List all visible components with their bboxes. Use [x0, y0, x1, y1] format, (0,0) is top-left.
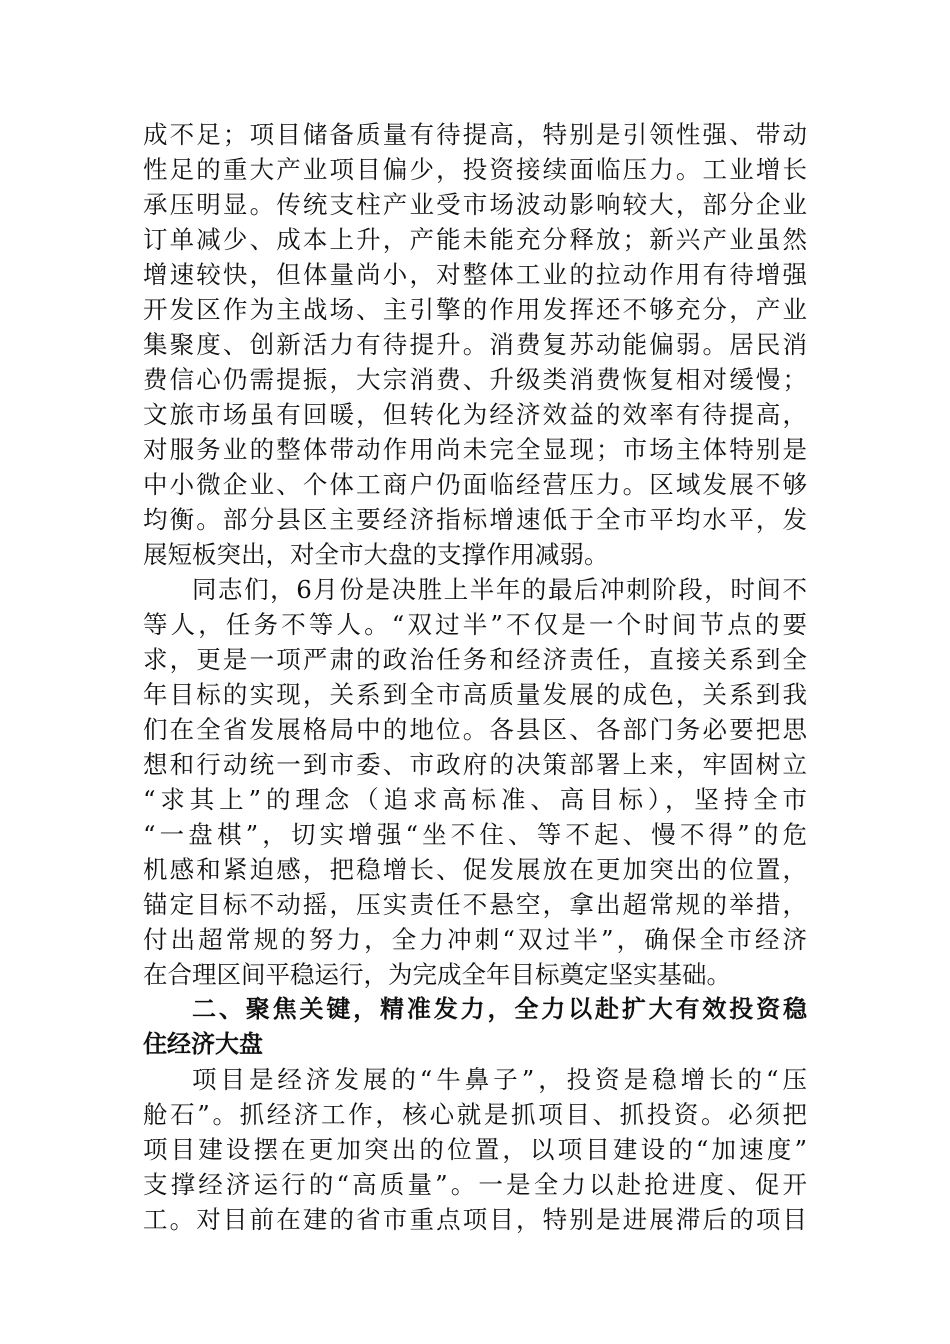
text-line: 对服务业的整体带动作用尚未完全显现；市场主体特别是 [143, 435, 807, 464]
text-line: 在合理区间平稳运行，为完成全年目标奠定坚实基础。 [143, 960, 731, 989]
text-line: 开发区作为主战场、主引擎的作用发挥还不够充分，产业 [143, 295, 807, 324]
text-line: 求，更是一项严肃的政治任务和经济责任，直接关系到全 [143, 645, 807, 674]
text-line: 年目标的实现，关系到全市高质量发展的成色，关系到我 [143, 680, 807, 709]
text-line: 中小微企业、个体工商户仍面临经营压力。区域发展不够 [143, 470, 807, 499]
text-line: 均衡。部分县区主要经济指标增速低于全市平均水平，发 [143, 505, 807, 534]
text-line: 成不足；项目储备质量有待提高，特别是引领性强、带动 [143, 120, 807, 149]
text-line: 锚定目标不动摇，压实责任不悬空，拿出超常规的举措， [143, 890, 807, 919]
section-heading [143, 992, 807, 1062]
text-line: “求其上”的理念（追求高标准、高目标），坚持全市 [143, 785, 807, 814]
text-line: 同志们，6月份是决胜上半年的最后冲刺阶段，时间不 [192, 575, 807, 604]
text-line: 展短板突出，对全市大盘的支撑作用减弱。 [143, 540, 609, 569]
text-line: 性足的重大产业项目偏少，投资接续面临压力。工业增长 [143, 155, 807, 184]
paragraph-problems [143, 117, 807, 572]
heading-line: 住经济大盘 [143, 1030, 263, 1058]
text-line: 订单减少、成本上升，产能未能充分释放；新兴产业虽然 [143, 225, 807, 254]
text-line: 费信心仍需提振，大宗消费、升级类消费恢复相对缓慢； [143, 365, 807, 394]
text-line: 们在全省发展格局中的地位。各县区、各部门务必要把思 [143, 715, 807, 744]
text-line: “一盘棋”，切实增强“坐不住、等不起、慢不得”的危 [143, 820, 807, 849]
text-line: 承压明显。传统支柱产业受市场波动影响较大，部分企业 [143, 190, 807, 219]
text-line: 机感和紧迫感，把稳增长、促发展放在更加突出的位置， [143, 855, 807, 884]
text-line: 文旅市场虽有回暖，但转化为经济效益的效率有待提高， [143, 400, 807, 429]
text-line: 支撑经济运行的“高质量”。一是全力以赴抢进度、促开 [143, 1170, 807, 1199]
paragraph-comrades [143, 572, 807, 992]
text-line: 项目是经济发展的“牛鼻子”，投资是稳增长的“压 [192, 1065, 807, 1094]
heading-line: 二、聚焦关键，精准发力，全力以赴扩大有效投资稳 [192, 995, 807, 1023]
document-body [143, 117, 807, 1237]
text-line: 付出超常规的努力，全力冲刺“双过半”，确保全市经济 [143, 925, 807, 954]
text-line: 工。对目前在建的省市重点项目，特别是进展滞后的项目 [143, 1205, 807, 1234]
text-line: 等人，任务不等人。“双过半”不仅是一个时间节点的要 [143, 610, 807, 639]
paragraph-projects [143, 1062, 807, 1237]
text-line: 舱石”。抓经济工作，核心就是抓项目、抓投资。必须把 [143, 1100, 807, 1129]
text-line: 集聚度、创新活力有待提升。消费复苏动能偏弱。居民消 [143, 330, 807, 359]
text-line: 增速较快，但体量尚小，对整体工业的拉动作用有待增强 [143, 260, 807, 289]
text-line: 项目建设摆在更加突出的位置，以项目建设的“加速度” [143, 1135, 807, 1164]
text-line: 想和行动统一到市委、市政府的决策部署上来，牢固树立 [143, 750, 807, 779]
